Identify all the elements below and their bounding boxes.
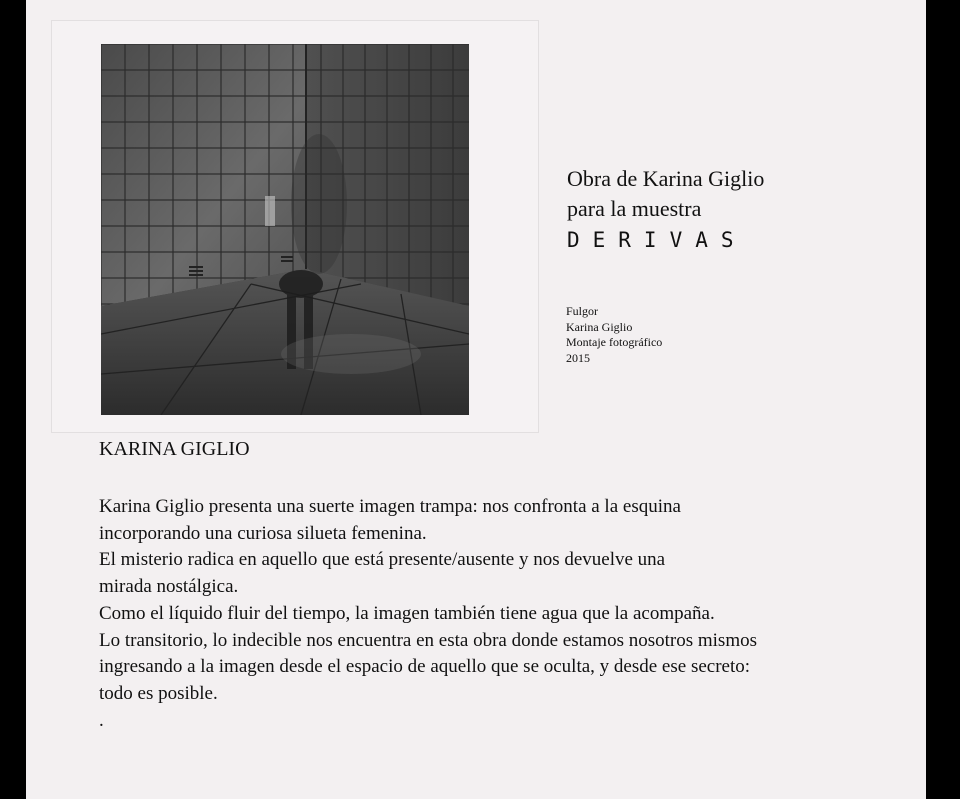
description-paragraph (99, 494, 757, 734)
artwork-technique: Montaje fotográfico (566, 335, 663, 349)
artwork-title: Fulgor (566, 304, 599, 318)
paragraph-line: todo es posible. (99, 682, 218, 704)
artist-heading: KARINA GIGLIO (99, 438, 250, 460)
artwork-artist: Karina Giglio (566, 319, 633, 334)
paragraph-line: Karina Giglio presenta una suerte imagen trampa: nos confronta a la esquina (99, 496, 681, 517)
artwork-photo (101, 44, 469, 415)
artwork-year: 2015 (566, 350, 590, 365)
exhibition-title: DERIVAS (567, 228, 747, 252)
artwork-caption (567, 164, 764, 254)
paragraph-line: mirada nostálgica. (99, 576, 239, 598)
paragraph-line: Como el líquido fluir del tiempo, la imagen también tiene agua que la acompaña. (99, 602, 715, 624)
paragraph-line: incorporando una curiosa silueta femenina. (99, 522, 427, 544)
caption-line-1: Obra de Karina Giglio (567, 166, 765, 191)
caption-line-2: para la muestra (567, 196, 702, 221)
paragraph-line: Lo transitorio, lo indecible nos encuentra en esta obra donde estamos nosotros mismos (99, 629, 757, 651)
paragraph-line: ingresando a la imagen desde el espacio de aquello que se oculta, y desde ese secreto: (99, 656, 751, 678)
paragraph-line: . (99, 709, 104, 731)
artwork-info (566, 304, 662, 366)
paragraph-line: El misterio radica en aquello que está presente/ausente y nos devuelve una (99, 549, 666, 571)
